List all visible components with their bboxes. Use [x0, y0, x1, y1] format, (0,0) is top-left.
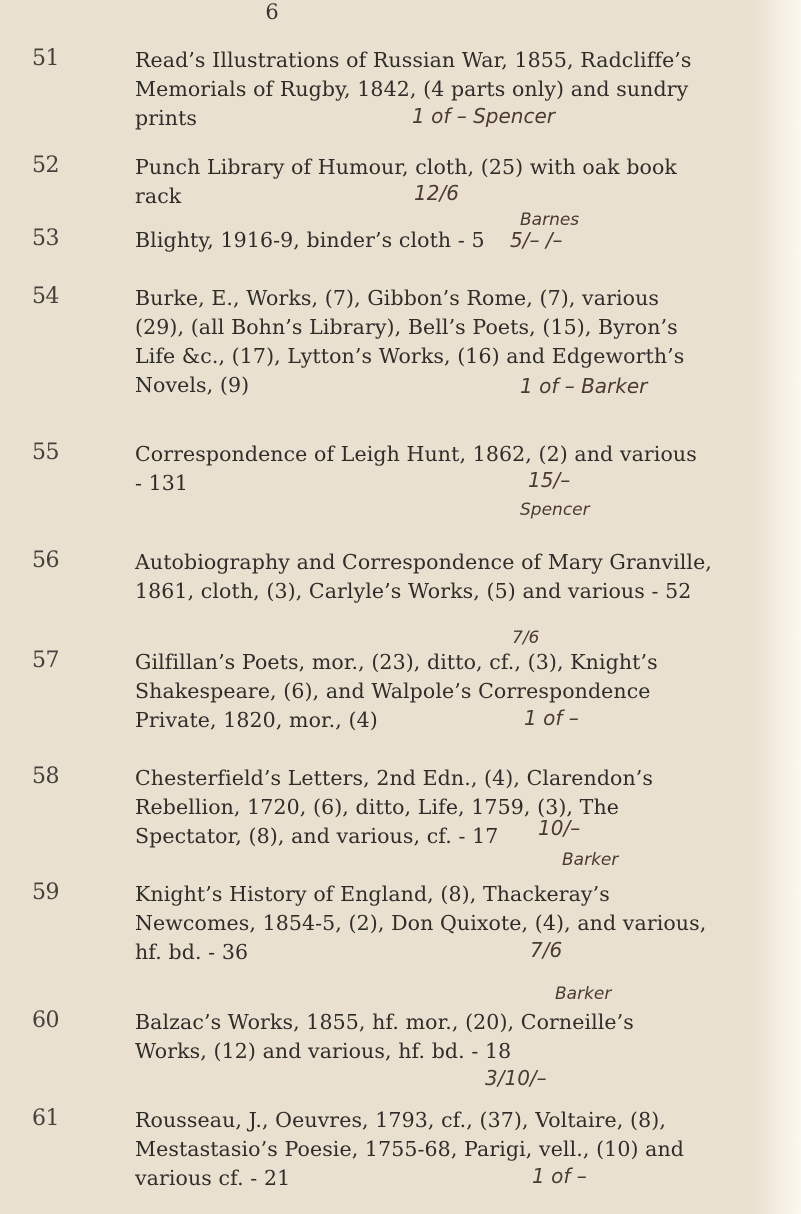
lot-line: Read’s Illustrations of Russian War, 1855, Radcliffe’s [135, 48, 692, 72]
lot-line: 1861, cloth, (3), Carlyle’s Works, (5) and various - 52 [135, 579, 692, 603]
lot-line: Spectator, (8), and various, cf. - 17 [135, 824, 499, 848]
lot-number: 55 [32, 440, 59, 465]
handwritten-buyer: Barker [562, 850, 619, 870]
lot-line: Mestastasio’s Poesie, 1755-68, Parigi, vell., (10) and [135, 1137, 685, 1161]
lot-description [135, 440, 775, 498]
lot-number: 57 [32, 648, 59, 673]
handwritten-price: 1 of – Spencer [412, 104, 555, 128]
lot-number: 59 [32, 880, 59, 905]
lot-number: 52 [32, 153, 59, 178]
handwritten-price: 7/6 [512, 628, 540, 648]
lot-description [135, 1106, 775, 1193]
handwritten-price: 1 of – Barker [520, 374, 648, 398]
lot-number: 54 [32, 284, 59, 309]
lot-line: Blighty, 1916-9, binder’s cloth - 5 [135, 228, 485, 252]
handwritten-price: 1 of – [524, 706, 579, 730]
handwritten-price: 7/6 [530, 938, 563, 962]
lot-line: hf. bd. - 36 [135, 940, 249, 964]
lot-line: Shakespeare, (6), and Walpole’s Correspondence [135, 679, 651, 703]
lot-line: Punch Library of Humour, cloth, (25) with oak book [135, 155, 677, 179]
lot-line: various cf. - 21 [135, 1166, 291, 1190]
lot-line: rack [135, 184, 182, 208]
lot-line: Autobiography and Correspondence of Mary Granville, [135, 550, 712, 574]
handwritten-price: 12/6 [414, 181, 459, 205]
lot-number: 58 [32, 764, 59, 789]
handwritten-buyer: Barker [555, 984, 612, 1004]
lot-line: (29), (all Bohn’s Library), Bell’s Poets, (15), Byron’s [135, 315, 678, 339]
lot-line: Newcomes, 1854-5, (2), Don Quixote, (4), and various, [135, 911, 707, 935]
lot-line: Works, (12) and various, hf. bd. - 18 [135, 1039, 512, 1063]
handwritten-price: 5/– /– [510, 228, 563, 252]
handwritten-price: 3/10/– [485, 1066, 547, 1090]
lot-description [135, 226, 775, 255]
handwritten-price: 1 of – [532, 1164, 587, 1188]
lot-line: Rousseau, J., Oeuvres, 1793, cf., (37), Voltaire, (8), [135, 1108, 666, 1132]
handwritten-price: 15/– [528, 468, 571, 492]
lot-number: 60 [32, 1008, 59, 1033]
lot-line: Rebellion, 1720, (6), ditto, Life, 1759, (3), The [135, 795, 619, 819]
lot-line: - 131 [135, 471, 189, 495]
lot-description [135, 548, 775, 606]
lot-number: 56 [32, 548, 59, 573]
lot-description [135, 880, 775, 967]
lot-description [135, 1008, 775, 1066]
lot-line: Gilfillan’s Poets, mor., (23), ditto, cf., (3), Knight’s [135, 650, 658, 674]
lot-line: Burke, E., Works, (7), Gibbon’s Rome, (7), various [135, 286, 659, 310]
lot-description [135, 764, 775, 851]
lot-line: Private, 1820, mor., (4) [135, 708, 378, 732]
lot-line: Novels, (9) [135, 373, 250, 397]
page-number: 6 [265, 0, 279, 24]
handwritten-buyer: Spencer [520, 500, 590, 520]
lot-number: 51 [32, 46, 59, 71]
lot-line: prints [135, 106, 198, 130]
lot-number: 53 [32, 226, 59, 251]
lot-line: Chesterfield’s Letters, 2nd Edn., (4), Clarendon’s [135, 766, 654, 790]
lot-number: 61 [32, 1106, 59, 1131]
lot-description [135, 648, 775, 735]
lot-line: Memorials of Rugby, 1842, (4 parts only) and sundry [135, 77, 689, 101]
lot-line: Life &c., (17), Lytton’s Works, (16) and Edgeworth’s [135, 344, 685, 368]
handwritten-buyer: Barnes [520, 210, 580, 230]
handwritten-price: 10/– [538, 816, 581, 840]
lot-line: Balzac’s Works, 1855, hf. mor., (20), Corneille’s [135, 1010, 634, 1034]
lot-description [135, 284, 775, 400]
lot-line: Knight’s History of England, (8), Thackeray’s [135, 882, 610, 906]
lot-line: Correspondence of Leigh Hunt, 1862, (2) and various [135, 442, 697, 466]
